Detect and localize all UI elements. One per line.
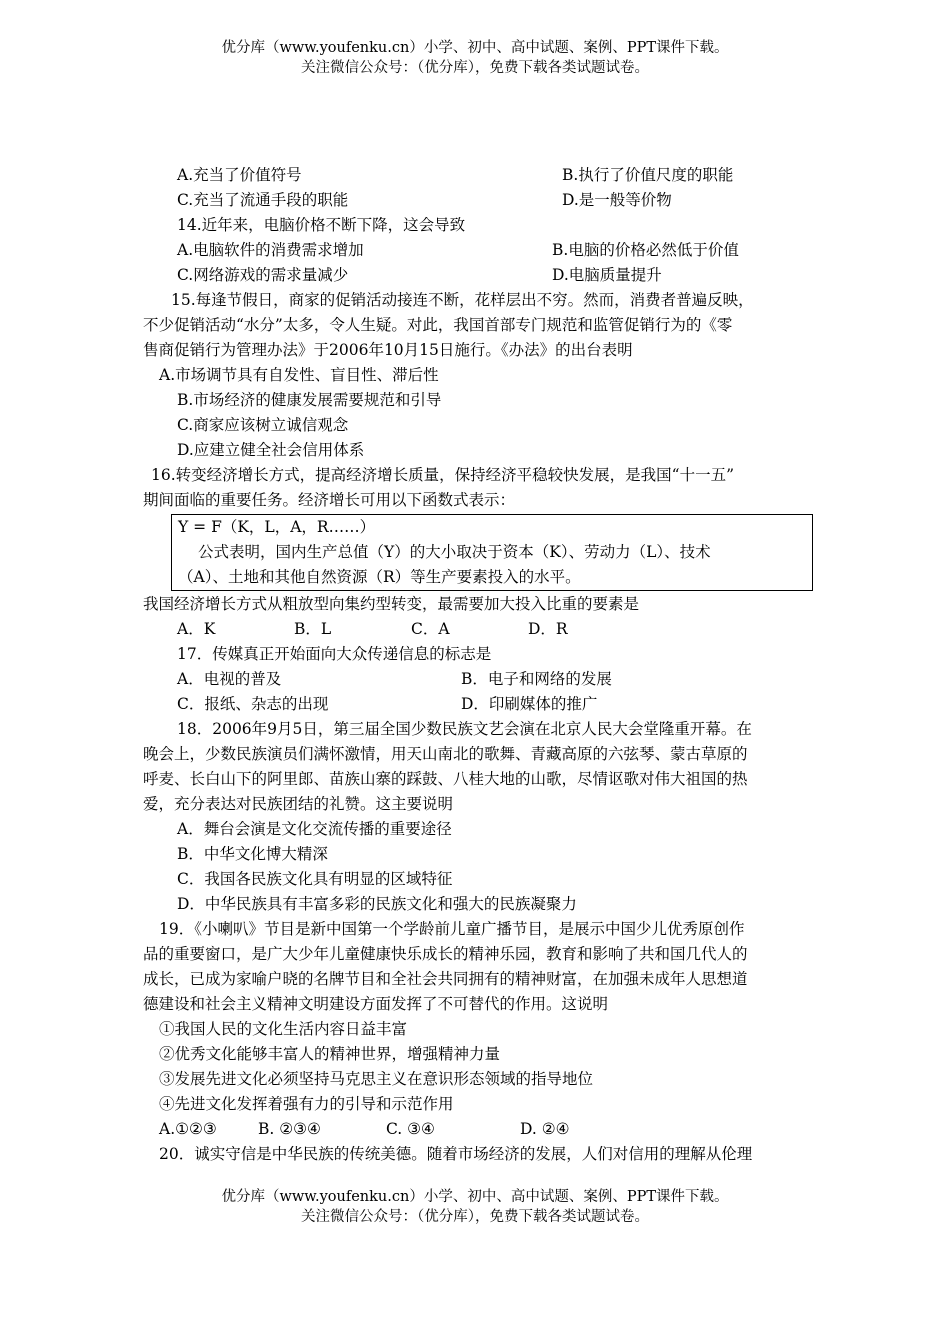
header-line-1: 优分库（www.youfenku.cn）小学、初中、高中试题、案例、PPT课件下载。 — [221, 40, 729, 56]
q16-option-b: B．L — [294, 620, 332, 638]
q17-stem: 17．传媒真正开始面向大众传递信息的标志是 — [177, 645, 492, 663]
q19-statement-1: ①我国人民的文化生活内容日益丰富 — [159, 1020, 408, 1038]
q19-statement-4: ④先进文化发挥着强有力的引导和示范作用 — [159, 1095, 454, 1113]
q17-option-d: D．印刷媒体的推广 — [461, 695, 598, 713]
q15-option-b: B.市场经济的健康发展需要规范和引导 — [177, 391, 442, 409]
page-footer — [0, 1187, 950, 1227]
q16-options-row — [143, 617, 811, 642]
formula: Y = F（K，L，A，R……） — [178, 518, 376, 536]
q15-option-a: A.市场调节具有自发性、盲目性、滞后性 — [159, 366, 439, 384]
q14-option-b: B.电脑的价格必然低于价值 — [552, 241, 739, 259]
q13-option-c: C.充当了流通手段的职能 — [177, 191, 349, 209]
q16-option-c: C．A — [411, 620, 450, 638]
q19-options-row — [143, 1117, 811, 1142]
q13-option-b: B.执行了价值尺度的职能 — [562, 166, 734, 184]
q18-stem-line-3: 呼麦、长白山下的阿里郎、苗族山寨的踩鼓、八桂大地的山歌，尽情讴歌对伟大祖国的热 — [143, 770, 748, 788]
q15-stem-line-1: 15.每逢节假日，商家的促销活动接连不断，花样层出不穷。然而，消费者普遍反映， — [171, 291, 754, 309]
q19-option-b: B. ②③④ — [258, 1120, 321, 1138]
q16-stem-line-2: 期间面临的重要任务。经济增长可用以下函数式表示： — [143, 491, 516, 509]
q19-option-a: A.①②③ — [159, 1120, 217, 1138]
footer-line-1: 优分库（www.youfenku.cn）小学、初中、高中试题、案例、PPT课件下载。 — [221, 1189, 729, 1205]
q17-options-row-2 — [143, 692, 811, 717]
q13-option-a: A.充当了价值符号 — [177, 166, 302, 184]
q15-option-d: D.应建立健全社会信用体系 — [177, 441, 365, 459]
q17-options-row-1 — [143, 667, 811, 692]
exam-content — [143, 163, 811, 1167]
q19-option-c: C. ③④ — [386, 1120, 435, 1138]
q14-option-d: D.电脑质量提升 — [552, 266, 662, 284]
q19-stem-line-4: 德建设和社会主义精神文明建设方面发挥了不可替代的作用。这说明 — [143, 995, 609, 1013]
q14-options-row-2 — [143, 263, 811, 288]
q14-option-c: C.网络游戏的需求量减少 — [177, 266, 349, 284]
q13-options-row-1 — [143, 163, 811, 188]
q17-option-c: C．报纸、杂志的出现 — [177, 695, 329, 713]
page-header — [0, 38, 950, 78]
q16-stem-line-3: 我国经济增长方式从粗放型向集约型转变，最需要加大投入比重的要素是 — [143, 595, 640, 613]
footer-line-2: 关注微信公众号：（优分库），免费下载各类试题试卷。 — [301, 1209, 649, 1225]
q13-option-d: D.是一般等价物 — [562, 191, 672, 209]
q13-options-row-2 — [143, 188, 811, 213]
q18-option-d: D．中华民族具有丰富多彩的民族文化和强大的民族凝聚力 — [177, 895, 577, 913]
q17-option-a: A．电视的普及 — [177, 670, 282, 688]
q14-stem: 14.近年来，电脑价格不断下降，这会导致 — [177, 216, 466, 234]
q19-option-d: D. ②④ — [520, 1120, 570, 1138]
q15-stem-line-3: 售商促销行为管理办法》于2006年10月15日施行。《办法》的出台表明 — [143, 341, 633, 359]
q15-option-c: C.商家应该树立诚信观念 — [177, 416, 349, 434]
q18-stem-line-4: 爱，充分表达对民族团结的礼赞。这主要说明 — [143, 795, 454, 813]
q16-option-d: D．R — [528, 620, 568, 638]
q17-option-b: B．电子和网络的发展 — [461, 670, 612, 688]
q19-statement-2: ②优秀文化能够丰富人的精神世界，增强精神力量 — [159, 1045, 501, 1063]
q15-stem-line-2: 不少促销活动“水分”太多，令人生疑。对此，我国首部专门规范和监管促销行为的《零 — [143, 316, 733, 334]
q18-stem-line-1: 18．2006年9月5日，第三届全国少数民族文艺会演在北京人民大会堂隆重开幕。在 — [177, 720, 752, 738]
formula-explanation-line-2: （A）、土地和其他自然资源（R）等生产要素投入的水平。 — [178, 568, 581, 586]
q19-stem-line-3: 成长，已成为家喻户晓的名牌节目和全社会共同拥有的精神财富，在加强未成年人思想道 — [143, 970, 748, 988]
q19-stem-line-2: 品的重要窗口，是广大少年儿童健康快乐成长的精神乐园，教育和影响了共和国几代人的 — [143, 945, 748, 963]
q20-stem-line-1: 20．诚实守信是中华民族的传统美德。随着市场经济的发展，人们对信用的理解从伦理 — [159, 1145, 753, 1163]
q19-statement-3: ③发展先进文化必须坚持马克思主义在意识形态领域的指导地位 — [159, 1070, 594, 1088]
q19-stem-line-1: 19．《小喇叭》节目是新中国第一个学龄前儿童广播节目，是展示中国少儿优秀原创作 — [159, 920, 745, 938]
q18-option-c: C．我国各民族文化具有明显的区域特征 — [177, 870, 453, 888]
q18-stem-line-2: 晚会上，少数民族演员们满怀激情，用天山南北的歌舞、青藏高原的六弦琴、蒙古草原的 — [143, 745, 748, 763]
formula-box — [171, 514, 813, 591]
q14-options-row-1 — [143, 238, 811, 263]
q18-option-b: B．中华文化博大精深 — [177, 845, 328, 863]
header-line-2: 关注微信公众号：（优分库），免费下载各类试题试卷。 — [301, 60, 649, 76]
q16-stem-line-1: 16.转变经济增长方式，提高经济增长质量，保持经济平稳较快发展，是我国“十一五” — [151, 466, 735, 484]
q16-option-a: A．K — [177, 620, 216, 638]
q18-option-a: A．舞台会演是文化交流传播的重要途径 — [177, 820, 452, 838]
q14-option-a: A.电脑软件的消费需求增加 — [177, 241, 364, 259]
formula-explanation-line-1: 公式表明，国内生产总值（Y）的大小取决于资本（K）、劳动力（L）、技术 — [198, 543, 711, 561]
